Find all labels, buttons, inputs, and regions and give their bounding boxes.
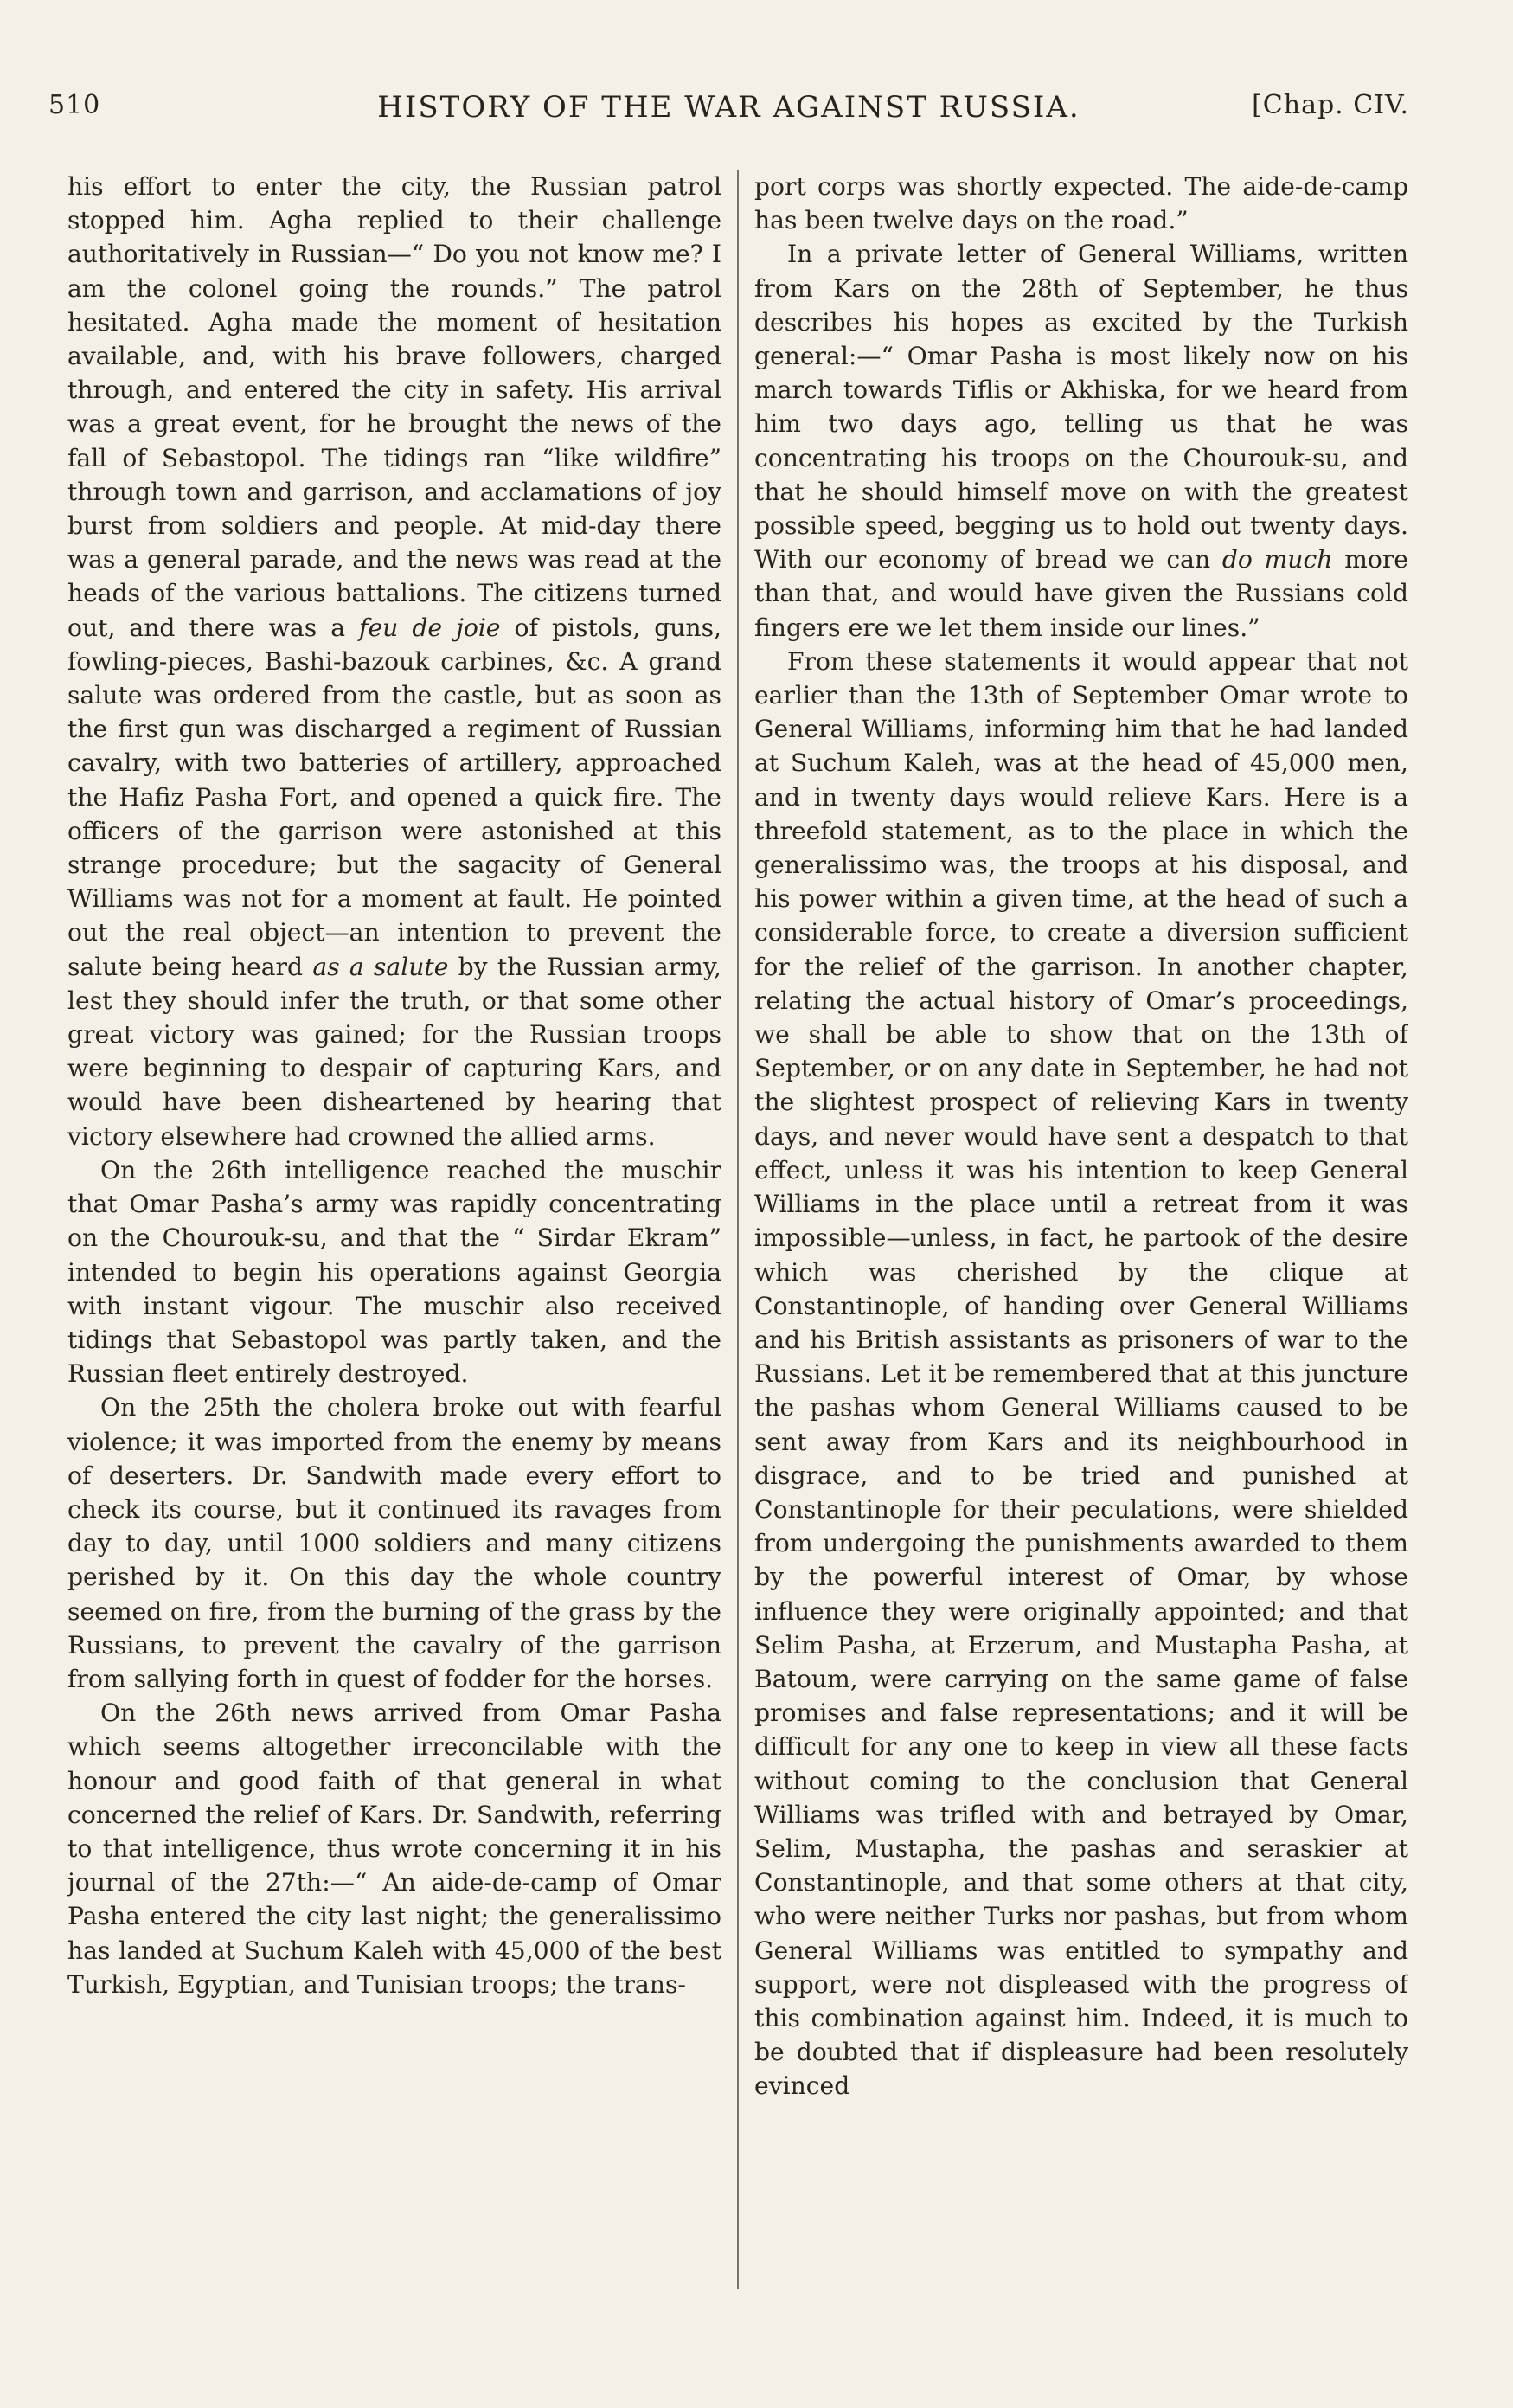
left-column: [67, 170, 727, 2385]
paragraph: [754, 237, 1408, 644]
text-run: his effort to enter the city, the Russian patrol stopped him. Agha replied to their challenge authoritatively in Russian—“ Do you not know me? I am the colonel going the rounds.” The patrol hesitated. Agha made the moment of hesitation available, and, with his brave followers, charged through, and entered the city in safety. His arrival was a great event, for he brought the news of the fall of Sebastopol. The tidings ran “like wildfire” through town and garrison, and acclamations of joy burst from soldiers and people. At mid-day there was a general parade, and the news was read at the heads of the various battalions. The citizens turned out, and there was a: [67, 172, 721, 642]
text-columns: [67, 170, 1408, 2385]
page-number: 510: [48, 90, 101, 120]
paragraph: [67, 170, 721, 1153]
paragraph: From these statements it would appear that not earlier than the 13th of September Omar wrote to General Williams, informing him that he had landed at Suchum Kaleh, was at the head of 45,000 men, and in twenty days would relieve Kars. Here is a threefold statement, as to the place in which the generalissimo was, the troops at his disposal, and his power within a given time, at the head of such a considerable force, to create a diversion sufficient for the relief of the garrison. In another chapter, relating the actual history of Omar’s proceedings, we shall be able to show that on the 13th of September, or on any date in September, he had not the slightest prospect of relieving Kars in twenty days, and never would have sent a despatch to that effect, unless it was his intention to keep General Williams in the place until a retreat from it was impossible—unless, in fact, he partook of the desire which was cherished by the clique at Constantinople, of handing over General Williams and his British assistants as prisoners of war to the Russians. Let it be remembered that at this juncture the pashas whom General Williams caused to be sent away from Kars and its neighbourhood in disgrace, and to be tried and punished at Constantinople for their peculations, were shielded from undergoing the punishments awarded to them by the powerful interest of Omar, by whose influence they were originally appointed; and that Selim Pasha, at Erzerum, and Mustapha Pasha, at Batoum, were carrying on the same game of false promises and false representations; and it will be difficult for any one to keep in view all these facts without coming to the conclusion that General Williams was trifled with and betrayed by Omar, Selim, Mustapha, the pashas and seraskier at Constantinople, and that some others at that city, who were neither Turks nor pashas, but from whom General Williams was entitled to sympathy and support, were not displeased with the progress of this combination against him. Indeed, it is much to be doubted that if displeasure had been resolutely evinced: [754, 646, 1408, 2101]
paragraph: On the 25th the cholera broke out with fearful violence; it was imported from the enemy by means of deserters. Dr. Sandwith made every effort to check its course, but it continued its ravages from day to day, until 1000 soldiers and many citizens perished by it. On this day the whole country seemed on fire, from the burning of the grass by the Russians, to prevent the cavalry of the garrison from sallying forth in quest of fodder for the horses.: [67, 1393, 721, 1693]
text-run: In a private letter of General Williams, written from Kars on the 28th of September, he thus describes his hopes as excited by the Turkish general:—“ Omar Pasha is most likely now on his march towards Tiflis or Akhiska, for we heard from him two days ago, telling us that he was concentrating his troops on the Chourouk-su, and that he should himself move on with the greatest possible speed, begging us to hold out twenty days. With our economy of bread we can: [754, 240, 1408, 575]
italic-text: do much: [1221, 545, 1333, 575]
right-column: [749, 170, 1408, 2385]
paragraph: On the 26th news arrived from Omar Pasha which seems altogether irreconcilable with the honour and good faith of that general in what concerned the relief of Kars. Dr. Sandwith, referring to that intelligence, thus wrote concerning it in his journal of the 27th:—“ An aide-de-camp of Omar Pasha entered the city last night; the generalissimo has landed at Suchum Kaleh with 45,000 of the best Turkish, Egyptian, and Tunisian troops; the trans-: [67, 1698, 721, 1999]
text-run: by the Russian army, lest they should infer the truth, or that some other great victory was gained; for the Russian troops were beginning to despair of capturing Kars, and would have been disheartened by hearing that victory elsewhere had crowned the allied arms.: [67, 952, 721, 1151]
page-header: [48, 90, 1409, 132]
text-run: of pistols, guns, fowling-pieces, Bashi-bazouk carbines, &c. A grand salute was ordered from the castle, but as soon as the first gun was discharged a regiment of Russian cavalry, with two batteries of artillery, approached the Hafiz Pasha Fort, and opened a quick fire. The officers of the garrison were astonished at this strange procedure; but the sagacity of General Williams was not for a moment at fault. He pointed out the real object—an intention to prevent the salute being heard: [67, 613, 722, 981]
paragraph: port corps was shortly expected. The aide-de-camp has been twelve days on the road.”: [754, 172, 1408, 235]
paragraph: On the 26th intelligence reached the muschir that Omar Pasha’s army was rapidly concentrating on the Chourouk-su, and that the “ Sirdar Ekram” intended to begin his operations against Georgia with instant vigour. The muschir also received tidings that Sebastopol was partly taken, and the Russian fleet entirely destroyed.: [67, 1155, 721, 1389]
italic-text: as a salute: [312, 952, 449, 981]
text-run: more than that, and would have given the Russians cold fingers ere we let them inside our lines.”: [754, 545, 1408, 642]
running-title: HISTORY OF THE WAR AGAINST RUSSIA.: [377, 90, 1080, 125]
chapter-label: [Chap. CIV.: [1252, 90, 1409, 120]
column-divider: [737, 170, 739, 2289]
italic-text: feu de joie: [359, 613, 501, 642]
